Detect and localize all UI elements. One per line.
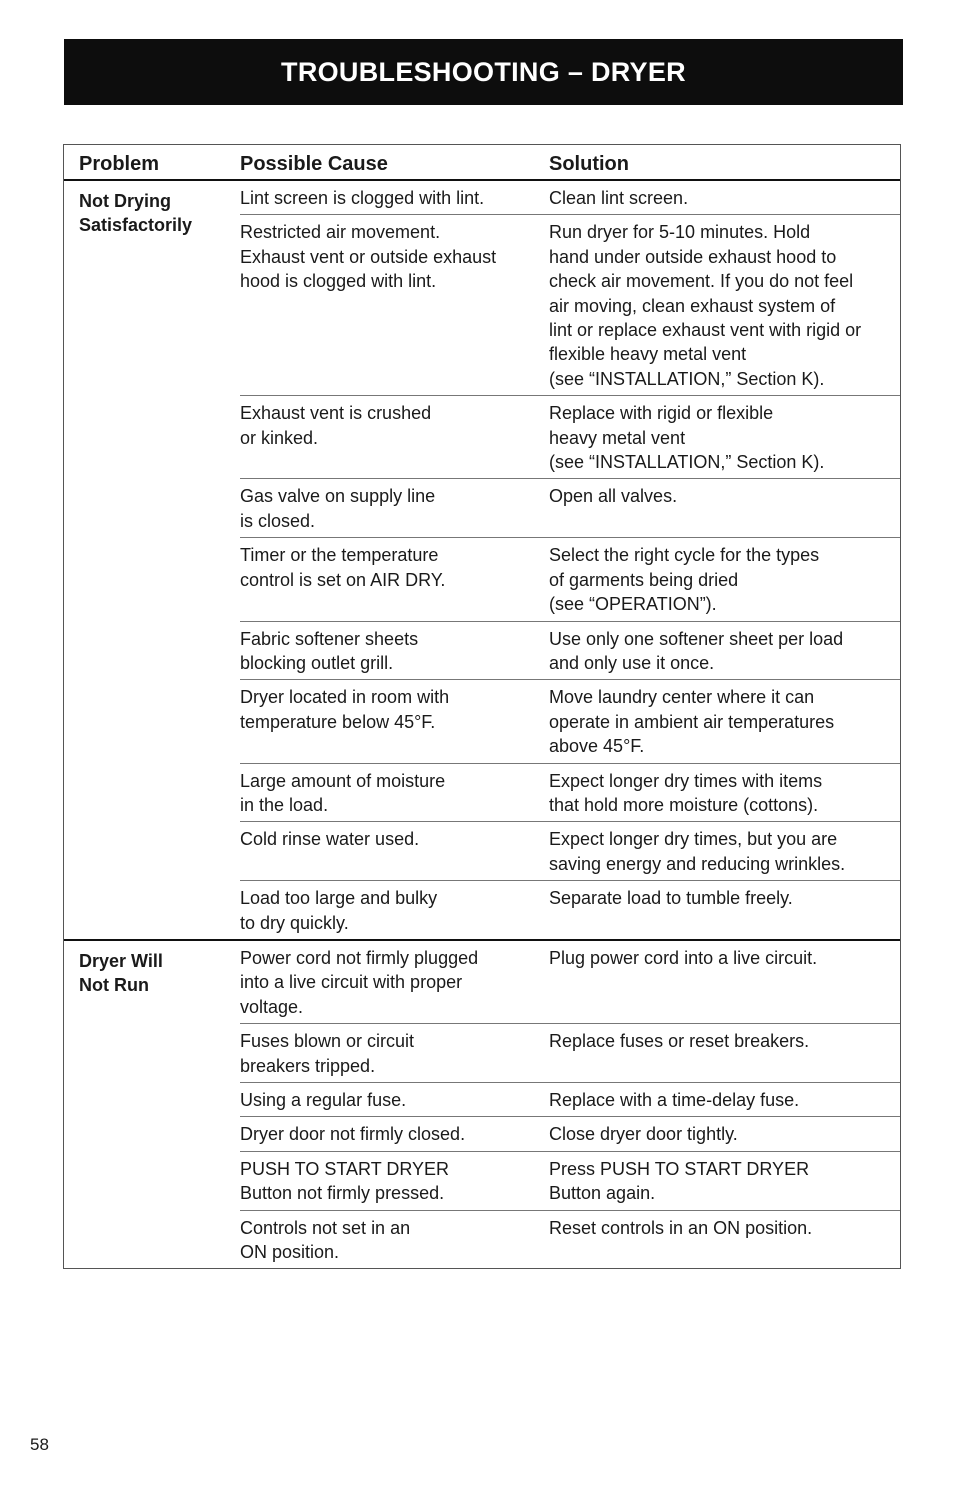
cause-cell: Exhaust vent is crushed or kinked. — [240, 403, 432, 448]
troubleshooting-table — [63, 144, 901, 1269]
solution-cell: Close dryer door tightly. — [549, 1124, 738, 1145]
solution-cell: Run dryer for 5-10 minutes. Hold hand under outside exhaust hood to check air movement. If you do not feel air moving, clean exhaust system of lint or replace exhaust vent with rigid or flexible heavy metal vent (see “INSTALLATION,” Section K). — [549, 222, 862, 389]
group-will-not-run — [64, 939, 900, 1268]
table-header — [64, 145, 900, 181]
table-row — [240, 680, 900, 763]
cause-cell: Fuses blown or circuit breakers tripped. — [240, 1031, 415, 1076]
cause-cell: Cold rinse water used. — [240, 829, 420, 850]
cause-cell: Lint screen is clogged with lint. — [240, 188, 485, 208]
solution-cell: Separate load to tumble freely. — [549, 888, 793, 909]
table-row — [240, 1117, 900, 1151]
cause-cell: Using a regular fuse. — [240, 1090, 407, 1110]
page-title: TROUBLESHOOTING – DRYER — [281, 56, 686, 87]
solution-cell: Move laundry center where it can operate in ambient air temperatures above 45°F. — [549, 687, 835, 757]
cause-cell: Load too large and bulky to dry quickly. — [240, 888, 438, 933]
solution-cell: Replace fuses or reset breakers. — [549, 1031, 810, 1052]
cause-rows — [240, 941, 900, 1268]
cause-cell: Fabric softener sheets blocking outlet grill. — [240, 628, 419, 673]
table-row — [240, 1152, 900, 1211]
cause-cell: Power cord not firmly plugged into a live circuit with proper voltage. — [240, 947, 479, 1017]
table-row — [240, 215, 900, 396]
page-number: 58 — [30, 1435, 49, 1454]
header-problem: Problem — [79, 153, 160, 175]
cause-cell: Controls not set in an ON position. — [240, 1217, 411, 1263]
cause-rows — [240, 181, 900, 939]
table-row — [240, 181, 900, 215]
header-cause: Possible Cause — [240, 153, 388, 175]
solution-cell: Use only one softener sheet per load and only use it once. — [549, 628, 844, 673]
title-banner — [64, 39, 903, 105]
table-row — [240, 538, 900, 621]
cause-cell: Dryer located in room with temperature below 45°F. — [240, 687, 450, 732]
solution-cell: Expect longer dry times with items that hold more moisture (cottons). — [549, 770, 823, 815]
problem-text: Dryer Will Not Run — [79, 950, 163, 995]
solution-cell: Replace with a time-delay fuse. — [549, 1090, 800, 1110]
problem-label — [64, 941, 240, 1268]
group-not-drying — [64, 181, 900, 939]
table-row — [240, 822, 900, 881]
solution-cell: Replace with rigid or flexible heavy metal vent (see “INSTALLATION,” Section K). — [549, 403, 825, 473]
solution-cell: Open all valves. — [549, 486, 678, 507]
table-row — [240, 1024, 900, 1083]
cause-cell: Large amount of moisture in the load. — [240, 770, 446, 815]
cause-cell: Dryer door not firmly closed. — [240, 1124, 466, 1145]
solution-cell: Expect longer dry times, but you are saving energy and reducing wrinkles. — [549, 829, 846, 874]
table-row — [240, 1083, 900, 1117]
header-solution: Solution — [549, 153, 629, 175]
solution-cell: Clean lint screen. — [549, 188, 689, 208]
cause-cell: Timer or the temperature control is set on AIR DRY. — [240, 545, 446, 590]
table-row — [240, 622, 900, 681]
table-row — [240, 881, 900, 939]
table-row — [240, 764, 900, 823]
table-row — [240, 941, 900, 1024]
cause-cell: PUSH TO START DRYER Button not firmly pressed. — [240, 1158, 450, 1204]
problem-text: Not Drying Satisfactorily — [79, 191, 193, 235]
table-row — [240, 1211, 900, 1269]
solution-cell: Plug power cord into a live circuit. — [549, 947, 818, 968]
table-row — [240, 479, 900, 538]
problem-label — [64, 181, 240, 939]
solution-cell: Press PUSH TO START DRYER Button again. — [549, 1158, 810, 1204]
solution-cell: Reset controls in an ON position. — [549, 1217, 813, 1238]
cause-cell: Restricted air movement. Exhaust vent or outside exhaust hood is clogged with lint. — [240, 222, 497, 292]
table-row — [240, 396, 900, 479]
solution-cell: Select the right cycle for the types of garments being dried (see “OPERATION”). — [549, 545, 820, 615]
cause-cell: Gas valve on supply line is closed. — [240, 486, 436, 531]
